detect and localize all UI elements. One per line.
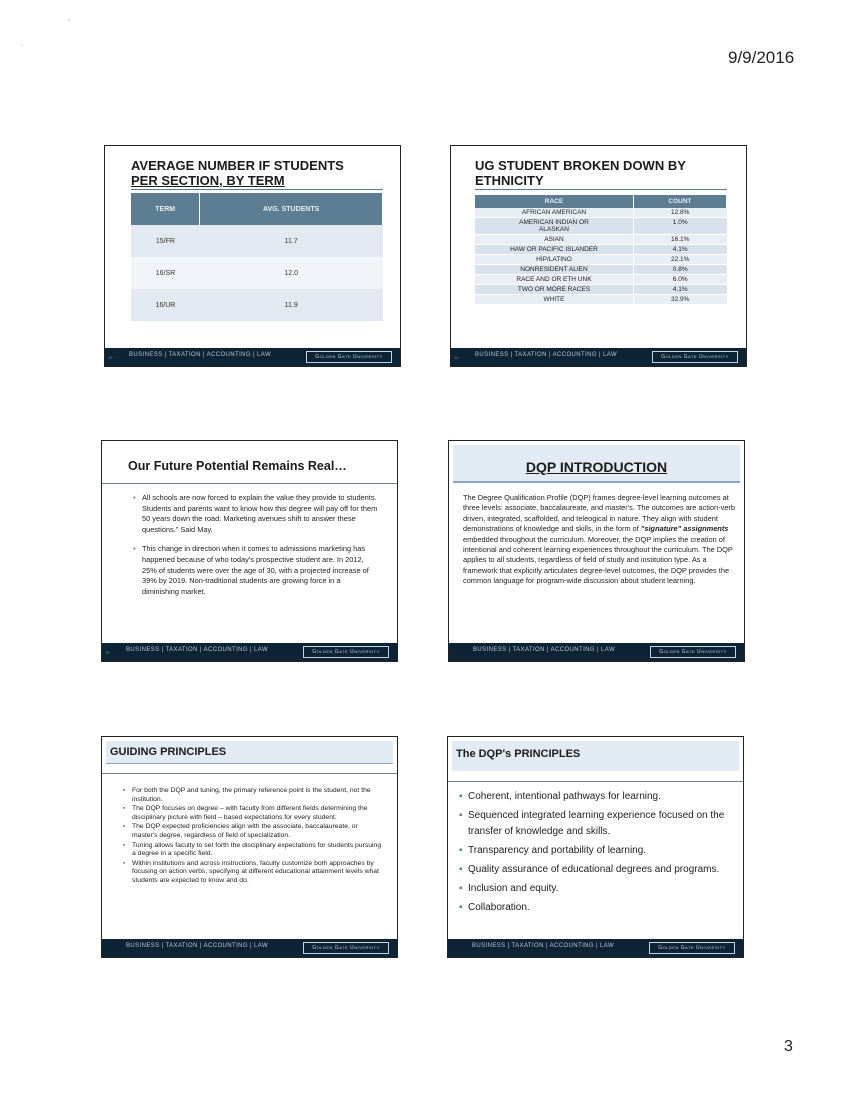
- slide-title: GUIDING PRINCIPLES: [110, 746, 227, 758]
- footer-text: BUSINESS | TAXATION | ACCOUNTING | LAW: [126, 647, 269, 653]
- footer-text: BUSINESS | TAXATION | ACCOUNTING | LAW: [129, 352, 272, 358]
- slide-footer: [105, 348, 400, 366]
- list-item: ▪ Transparency and portability of learning.: [468, 843, 734, 859]
- title-rule: [102, 483, 397, 484]
- table-row: [475, 265, 727, 275]
- table-header: TERM: [131, 193, 200, 225]
- slide-ethnicity: [450, 145, 747, 367]
- list-item: ▪ This change in direction when it comes to admissions marketing has happened because of who today's prospective student are. In 2012, 25% of students were over the age of 30, with a projected increase of 39% by 2019. Non-traditional students are growing force in a diminishing market.: [142, 544, 378, 597]
- title-line: ETHNICITY: [475, 173, 544, 188]
- scan-speck: ': [68, 18, 70, 29]
- table-cell: 16/UR: [131, 289, 200, 321]
- slide-dqp-intro: [448, 440, 745, 662]
- list-item: ▪ Inclusion and equity.: [468, 881, 734, 897]
- list-item: ▪ The DQP focuses on degree – with faculty from different fields determining the disciplinary picture with field – based expectations for every student.: [132, 805, 384, 822]
- table-header: COUNT: [633, 195, 726, 208]
- slide-title: [475, 158, 686, 188]
- table-cell: NONRESIDENT ALIEN: [475, 265, 633, 275]
- title-rule: [448, 781, 743, 782]
- table-cell: 4.1%: [633, 285, 726, 295]
- scan-speck: ·: [20, 40, 24, 51]
- table-cell: ASIAN: [475, 235, 633, 245]
- university-logo: Golden Gate University: [650, 646, 736, 658]
- slide-future-potential: [101, 440, 398, 662]
- intro-text: embedded throughout the curriculum. Moreover, the DQP implies the creation of intentional and coherent learning experiences throughout the curriculum. The DQP applies to all students, regardless of field of study and institution type. As a framework that explicitly articulates degree-level outcomes, the DQP provides the common language for program-wide discussion about student learning.: [463, 534, 733, 586]
- university-logo: Golden Gate University: [649, 942, 735, 954]
- table-cell: 11.7: [200, 225, 383, 257]
- table-row: [475, 285, 727, 295]
- slide-avg-students: [104, 145, 401, 367]
- slide-body: [463, 493, 735, 587]
- list-item: ▪ The DQP expected proficiencies align with the associate, baccalaureate, or master's degree, regardless of field of specialization.: [132, 823, 384, 840]
- table-header: RACE: [475, 195, 633, 208]
- title-line: UG STUDENT BROKEN DOWN BY: [475, 158, 686, 173]
- list-item: ▪ Sequenced integrated learning experience focused on the transfer of knowledge and skills.: [468, 808, 734, 840]
- table-cell: 32.9%: [633, 295, 726, 305]
- table-row: [475, 295, 727, 305]
- table-row: [131, 225, 383, 257]
- term-table: [131, 193, 383, 321]
- list-item: ▪ Collaboration.: [468, 900, 734, 916]
- slide-footer: [102, 643, 397, 661]
- university-logo: Golden Gate University: [303, 942, 389, 954]
- university-logo: Golden Gate University: [652, 351, 738, 363]
- slide-title: [131, 158, 344, 188]
- table-cell: 22.1%: [633, 255, 726, 265]
- list-item: ▪ For both the DQP and tuning, the primary reference point is the student, not the institution.: [132, 787, 384, 804]
- emphasis-text: "signature" assignments: [640, 524, 729, 534]
- slide-number: 15: [105, 650, 110, 655]
- slide-guiding-principles: [101, 736, 398, 958]
- table-row: [475, 218, 727, 235]
- table-cell: AMERICAN INDIAN OR ALASKAN: [475, 218, 633, 235]
- slide-footer: [102, 939, 397, 957]
- university-logo: Golden Gate University: [306, 351, 392, 363]
- list-item: ▪ Tuning allows faculty to set forth the disciplinary expectations for students pursuing a degree in a specific field.: [132, 842, 384, 859]
- slide-title: Our Future Potential Remains Real…: [128, 459, 347, 473]
- slide-footer: [448, 939, 743, 957]
- table-cell: 11.9: [200, 289, 383, 321]
- table-cell: TWO OR MORE RACES: [475, 285, 633, 295]
- table-row: [475, 208, 727, 218]
- table-cell: AFRICAN AMERICAN: [475, 208, 633, 218]
- table-row: [475, 245, 727, 255]
- list-item: ▪ Within institutions and across instructions, faculty customize both approaches by focusing on action verbs, specifying at different educational attainment levels what students are expected to know and do.: [132, 860, 384, 886]
- page-number: 3: [784, 1038, 793, 1055]
- list-item: ▪ Coherent, intentional pathways for learning.: [468, 789, 734, 805]
- slide-number: 13: [108, 355, 113, 360]
- slide-body: [128, 493, 378, 597]
- slide-dqp-principles: [447, 736, 744, 958]
- table-cell: RACE AND OR ETH UNK: [475, 275, 633, 285]
- list-item: ▪ All schools are now forced to explain the value they provide to students. Students and parents want to know how this degree will pay off for them 50 years down the road. Marketing avenues shift to answer these questions." Said May.: [142, 493, 378, 535]
- table-cell: HAW OR PACIFIC ISLANDER: [475, 245, 633, 255]
- slide-footer: [451, 348, 746, 366]
- table-cell: 16/SR: [131, 257, 200, 289]
- table-row: [131, 257, 383, 289]
- footer-text: BUSINESS | TAXATION | ACCOUNTING | LAW: [126, 943, 269, 949]
- slide-footer: [449, 643, 744, 661]
- table-cell: 6.0%: [633, 275, 726, 285]
- intro-text: The Degree Qualification Profile (DQP) frames degree-level learning outcomes at three levels: associate, baccalaureate, and master's. The outcomes are action-verb driven, integrated, scaffolded, and teleogical in nature. They align with student demonstrations of knowledge and skills, in the form of: [463, 493, 735, 534]
- table-cell: 0.8%: [633, 265, 726, 275]
- title-line: AVERAGE NUMBER IF STUDENTS: [131, 158, 344, 173]
- title-rule: [475, 189, 727, 190]
- table-cell: 12.0: [200, 257, 383, 289]
- footer-text: BUSINESS | TAXATION | ACCOUNTING | LAW: [473, 647, 616, 653]
- table-cell: 1.0%: [633, 218, 726, 235]
- title-rule: [102, 773, 397, 774]
- page-date: 9/9/2016: [728, 48, 795, 67]
- footer-text: BUSINESS | TAXATION | ACCOUNTING | LAW: [475, 352, 618, 358]
- ethnicity-table: [475, 195, 727, 305]
- table-cell: 4.1%: [633, 245, 726, 255]
- table-row: [475, 255, 727, 265]
- title-line: PER SECTION, BY TERM: [131, 173, 285, 188]
- table-cell: WHITE: [475, 295, 633, 305]
- title-rule: [131, 189, 383, 190]
- table-row: [475, 275, 727, 285]
- slide-body: [460, 789, 734, 919]
- list-item: ▪ Quality assurance of educational degrees and programs.: [468, 862, 734, 878]
- university-logo: Golden Gate University: [303, 646, 389, 658]
- table-cell: 12.8%: [633, 208, 726, 218]
- slide-title: The DQP's PRINCIPLES: [456, 748, 581, 760]
- table-cell: 16.1%: [633, 235, 726, 245]
- table-header: AVG. STUDENTS: [200, 193, 383, 225]
- table-cell: HIP/LATINO: [475, 255, 633, 265]
- slide-body: [118, 787, 384, 887]
- table-row: [131, 289, 383, 321]
- table-cell: 15/FR: [131, 225, 200, 257]
- slide-number: 14: [454, 355, 459, 360]
- slide-title: DQP INTRODUCTION: [525, 459, 668, 475]
- table-row: [475, 235, 727, 245]
- footer-text: BUSINESS | TAXATION | ACCOUNTING | LAW: [472, 943, 615, 949]
